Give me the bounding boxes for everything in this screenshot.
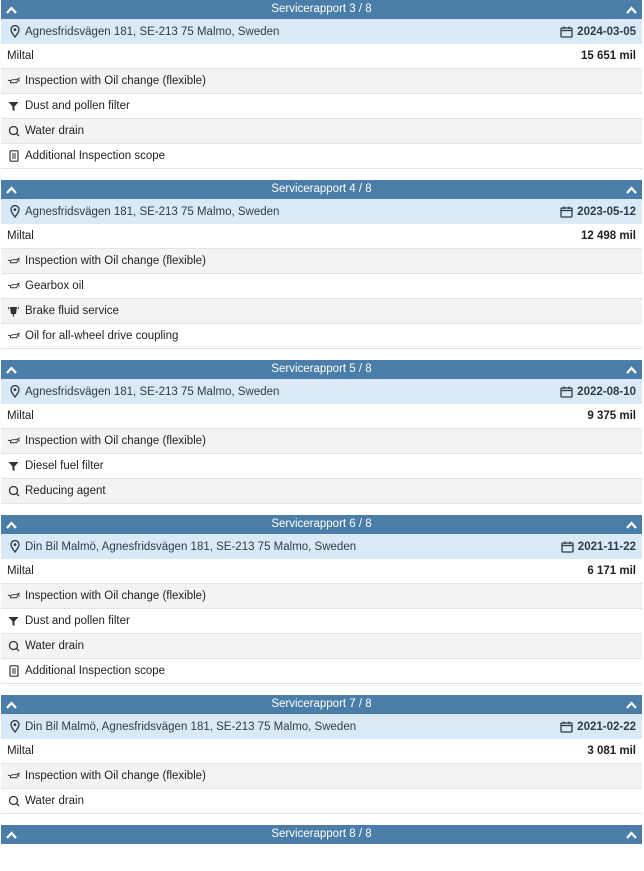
report-header[interactable] — [1, 515, 642, 534]
location-text: Agnesfridsvägen 181, SE-213 75 Malmo, Sweden — [25, 205, 280, 218]
calendar-icon — [560, 25, 573, 38]
location — [8, 25, 279, 38]
service-item-label: Additional Inspection scope — [25, 665, 166, 677]
service-item — [1, 69, 642, 94]
oil-can-icon — [7, 435, 20, 448]
service-report — [1, 360, 642, 515]
report-title: Servicerapport 4 / 8 — [271, 183, 372, 195]
oil-can-icon — [7, 280, 20, 293]
report-title: Servicerapport 3 / 8 — [271, 3, 372, 15]
report-header[interactable] — [1, 695, 642, 714]
service-item-label: Dust and pollen filter — [25, 615, 130, 627]
service-item-label: Oil for all-wheel drive coupling — [25, 330, 179, 342]
report-header[interactable] — [1, 0, 642, 19]
service-item-label: Inspection with Oil change (flexible) — [25, 255, 206, 267]
calendar-icon — [561, 540, 574, 553]
chevron-up-icon[interactable] — [4, 0, 18, 19]
report-header[interactable] — [1, 360, 642, 379]
chevron-up-icon[interactable] — [4, 360, 18, 379]
service-item — [1, 119, 642, 144]
chevron-up-icon[interactable] — [4, 515, 18, 534]
location-pin-icon — [8, 205, 21, 218]
oil-can-icon — [7, 330, 20, 343]
service-item — [1, 659, 642, 684]
mileage-value: 3 081 mil — [587, 745, 636, 757]
service-report — [1, 695, 642, 825]
service-report — [1, 180, 642, 360]
service-date — [560, 205, 636, 218]
report-title: Servicerapport 8 / 8 — [271, 828, 372, 840]
location-pin-icon — [8, 25, 21, 38]
service-item — [1, 479, 642, 504]
service-item-label: Diesel fuel filter — [25, 460, 104, 472]
service-item — [1, 274, 642, 299]
spacer — [1, 684, 642, 695]
mileage-value: 12 498 mil — [581, 230, 636, 242]
spacer — [1, 814, 642, 825]
chevron-up-icon[interactable] — [4, 180, 18, 199]
chevron-up-icon[interactable] — [624, 695, 638, 714]
service-item-label: Water drain — [25, 640, 85, 652]
service-item — [1, 609, 642, 634]
spacer — [1, 169, 642, 180]
mileage-row — [1, 559, 642, 584]
chevron-up-icon[interactable] — [624, 360, 638, 379]
oil-can-icon — [7, 75, 20, 88]
filter-icon — [7, 100, 20, 113]
calendar-icon — [560, 205, 573, 218]
location-bar — [1, 379, 642, 404]
location-pin-icon — [8, 540, 21, 553]
chevron-up-icon[interactable] — [4, 825, 18, 844]
service-item-label: Water drain — [25, 795, 85, 807]
service-item — [1, 249, 642, 274]
search-icon — [7, 485, 20, 498]
location-bar — [1, 714, 642, 739]
service-item — [1, 144, 642, 169]
service-item — [1, 324, 642, 349]
spacer — [1, 349, 642, 360]
location-text: Din Bil Malmö, Agnesfridsvägen 181, SE-213 75 Malmo, Sweden — [25, 720, 357, 733]
report-title: Servicerapport 7 / 8 — [271, 698, 372, 710]
location — [8, 720, 356, 733]
location — [8, 385, 279, 398]
service-item-label: Reducing agent — [25, 485, 106, 497]
spacer — [1, 504, 642, 515]
calendar-icon — [560, 385, 573, 398]
service-item-label: Inspection with Oil change (flexible) — [25, 435, 206, 447]
location-text: Din Bil Malmö, Agnesfridsvägen 181, SE-213 75 Malmo, Sweden — [25, 540, 357, 553]
service-item — [1, 789, 642, 814]
date-text: 2022-08-10 — [577, 385, 636, 398]
date-text: 2021-11-22 — [577, 540, 636, 553]
oil-can-icon — [7, 590, 20, 603]
chevron-up-icon[interactable] — [4, 695, 18, 714]
service-report — [1, 825, 642, 844]
service-item-label: Inspection with Oil change (flexible) — [25, 75, 206, 87]
filter-icon — [7, 615, 20, 628]
brake-fluid-icon — [7, 305, 20, 318]
mileage-row — [1, 739, 642, 764]
service-report — [1, 515, 642, 695]
mileage-label: Miltal — [7, 410, 34, 422]
service-item — [1, 634, 642, 659]
calendar-icon — [560, 720, 573, 733]
mileage-row — [1, 224, 642, 249]
service-item-label: Dust and pollen filter — [25, 100, 130, 112]
document-icon — [7, 665, 20, 678]
mileage-row — [1, 404, 642, 429]
date-text: 2021-02-22 — [577, 720, 636, 733]
service-item — [1, 584, 642, 609]
mileage-label: Miltal — [7, 50, 34, 62]
service-item-label: Inspection with Oil change (flexible) — [25, 590, 206, 602]
service-item — [1, 429, 642, 454]
mileage-label: Miltal — [7, 565, 34, 577]
mileage-value: 15 651 mil — [581, 50, 636, 62]
location-bar — [1, 19, 642, 44]
oil-can-icon — [7, 255, 20, 268]
service-date — [561, 540, 636, 553]
location-text: Agnesfridsvägen 181, SE-213 75 Malmo, Sweden — [25, 25, 280, 38]
service-item — [1, 454, 642, 479]
service-item-label: Water drain — [25, 125, 85, 137]
service-date — [560, 720, 636, 733]
service-date — [560, 385, 636, 398]
service-item — [1, 94, 642, 119]
location-pin-icon — [8, 385, 21, 398]
location — [8, 540, 356, 553]
service-report — [1, 0, 642, 180]
report-header[interactable] — [1, 180, 642, 199]
service-date — [560, 25, 636, 38]
search-icon — [7, 795, 20, 808]
search-icon — [7, 125, 20, 138]
location-bar — [1, 199, 642, 224]
service-item-label: Brake fluid service — [25, 305, 119, 317]
mileage-label: Miltal — [7, 230, 34, 242]
service-item-label: Additional Inspection scope — [25, 150, 166, 162]
filter-icon — [7, 460, 20, 473]
oil-can-icon — [7, 770, 20, 783]
chevron-up-icon[interactable] — [624, 515, 638, 534]
date-text: 2024-03-05 — [577, 25, 636, 38]
search-icon — [7, 640, 20, 653]
location — [8, 205, 279, 218]
mileage-value: 9 375 mil — [587, 410, 636, 422]
location-pin-icon — [8, 720, 21, 733]
service-item-label: Inspection with Oil change (flexible) — [25, 770, 206, 782]
mileage-row — [1, 44, 642, 69]
service-item — [1, 764, 642, 789]
mileage-label: Miltal — [7, 745, 34, 757]
date-text: 2023-05-12 — [577, 205, 636, 218]
service-item-label: Gearbox oil — [25, 280, 84, 292]
mileage-value: 6 171 mil — [587, 565, 636, 577]
document-icon — [7, 150, 20, 163]
report-title: Servicerapport 5 / 8 — [271, 363, 372, 375]
location-bar — [1, 534, 642, 559]
chevron-up-icon[interactable] — [624, 0, 638, 19]
chevron-up-icon[interactable] — [624, 825, 638, 844]
location-text: Agnesfridsvägen 181, SE-213 75 Malmo, Sweden — [25, 385, 280, 398]
report-title: Servicerapport 6 / 8 — [271, 518, 372, 530]
report-header[interactable] — [1, 825, 642, 844]
service-item — [1, 299, 642, 324]
chevron-up-icon[interactable] — [624, 180, 638, 199]
